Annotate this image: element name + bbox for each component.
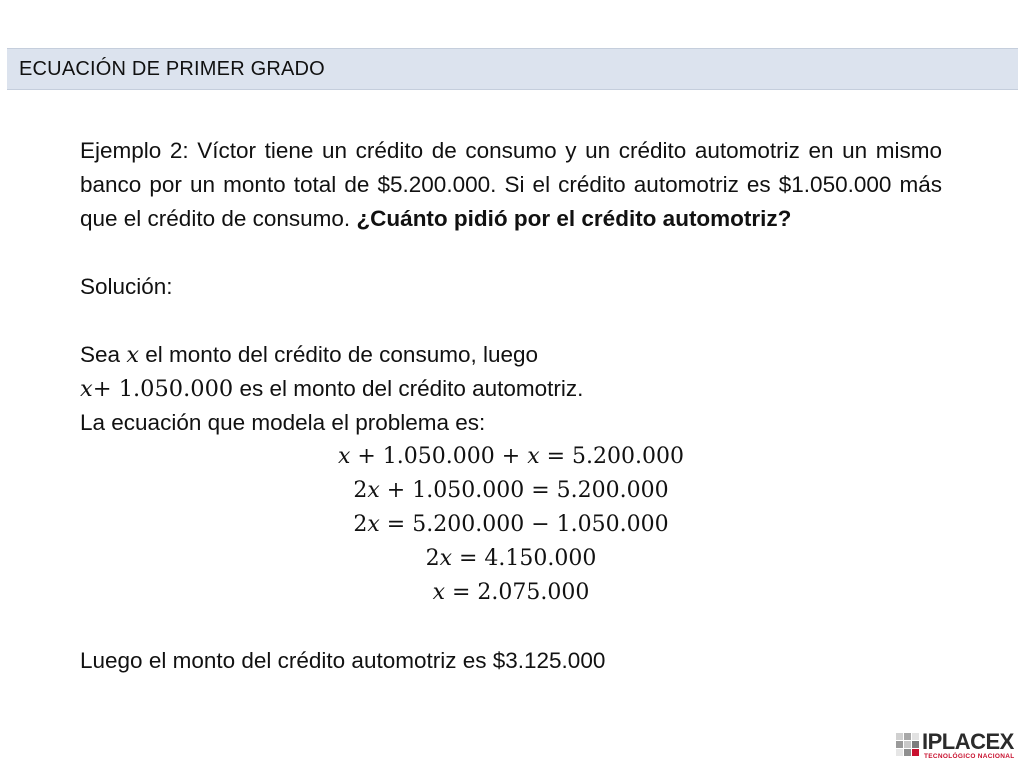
variable-x: x xyxy=(126,342,140,368)
solution-line-1-pre: Sea xyxy=(80,342,121,367)
problem-text: Ejemplo 2: Víctor tiene un crédito de consumo y un crédito automotriz en un mismo banco por un monto total de $5.200.000. Si el crédito automotriz es $1.050.000 más que el crédito de consumo. xyxy=(80,138,942,231)
slide-title: ECUACIÓN DE PRIMER GRADO xyxy=(19,58,325,80)
solution-line-1-post: el monto del crédito de consumo, luego xyxy=(145,342,539,367)
problem-statement xyxy=(80,134,942,236)
problem-question: ¿Cuánto pidió por el crédito automotriz? xyxy=(356,206,792,231)
iplacex-logo xyxy=(896,728,1020,762)
solution-line-2-post: es el monto del crédito automotriz. xyxy=(239,376,584,401)
equation-line: 2𝑥 = 4.150.000 xyxy=(425,546,597,571)
equation-block xyxy=(80,440,942,610)
equation-line: 2𝑥 + 1.050.000 = 5.200.000 xyxy=(353,478,669,503)
solution-line-3: La ecuación que modela el problema es: xyxy=(80,410,486,435)
slide-header-bar xyxy=(7,48,1018,90)
slide-content xyxy=(80,134,942,678)
solution-line-2-math: + 1.050.000 xyxy=(92,376,234,402)
solution-line-1 xyxy=(80,338,942,372)
equation-line: 𝑥 + 1.050.000 + 𝑥 = 5.200.000 xyxy=(337,444,684,469)
logo-mosaic-icon xyxy=(896,733,920,757)
solution-line-2 xyxy=(80,372,942,406)
conclusion: Luego el monto del crédito automotriz es $3.125.000 xyxy=(80,648,606,673)
equation-line: 𝑥 = 2.075.000 xyxy=(432,580,590,605)
logo-subtitle: TECNOLÓGICO NACIONAL xyxy=(924,753,1015,760)
logo-wordmark: IPLACEX xyxy=(922,729,1014,754)
equation-line: 2𝑥 = 5.200.000 − 1.050.000 xyxy=(353,512,669,537)
variable-x: x xyxy=(80,376,93,402)
solution-label: Solución: xyxy=(80,274,173,299)
